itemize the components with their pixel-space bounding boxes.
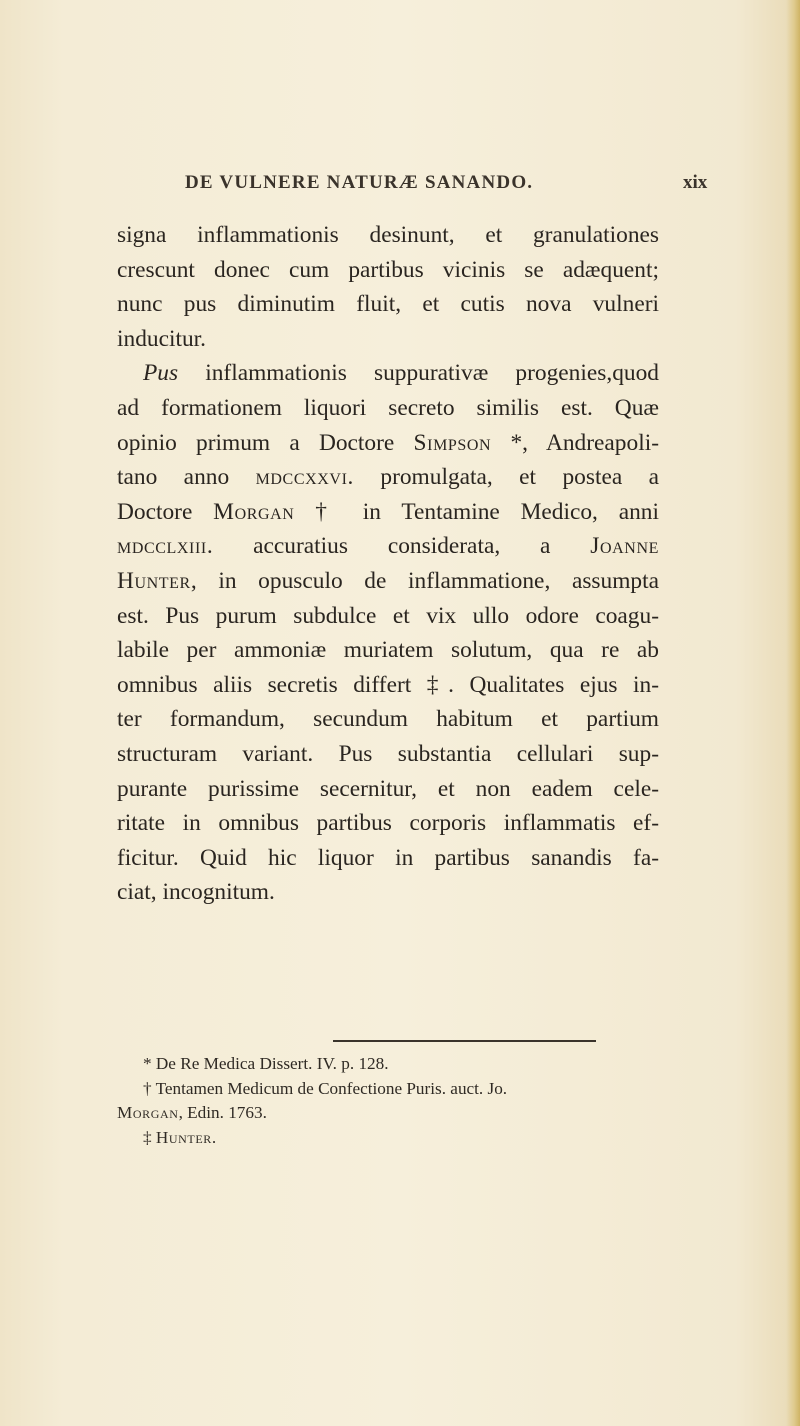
text-run: tano anno [117,464,230,491]
text-line: ter formandum, secundum habitum et partium [117,706,659,733]
paragraph-1 [117,218,659,356]
text-line: ciat, incognitum. [117,879,275,906]
footnote-2: † Tentamen Medicum de Confectione Puris. auct. Jo. [143,1078,508,1098]
text-line: ritate in omnibus partibus corporis inflammatis ef- [117,810,659,837]
text-run: , in opusculo de inflammatione, assumpta [190,567,659,594]
text-line: nunc pus diminutim fluit, et cutis nova vulneri [117,291,659,318]
author-name: Morgan [117,1103,179,1123]
page-number: xix [683,172,708,193]
author-name: Simpson [413,429,492,456]
text-line [117,426,659,461]
text-line: structuram variant. Pus substantia cellulari sup- [117,740,659,767]
author-name: Joanne [590,533,659,560]
text-line: omnibus aliis secretis differt ‡. Qualitates ejus in- [117,671,659,698]
text-line [117,529,659,564]
footnotes [117,1052,662,1150]
year-numeral: mdcclxiii. [117,533,214,560]
text-line: ficitur. Quid hic liquor in partibus sanandis fa- [117,844,659,871]
text-line [117,495,659,530]
author-name: Hunter. [155,1127,217,1147]
text-line: labile per ammoniæ muriatem solutum, qua re ab [117,637,659,664]
text-run: opinio primum a Doctore [117,429,395,456]
text-run: Doctore [117,498,193,525]
footnote-mark: ‡ [143,1127,152,1147]
year-numeral: mdccxxvi. [255,464,354,491]
text-run: *, Andreapoli- [510,429,659,456]
text-run: accuratius considerata, a [253,533,551,560]
text-line: signa inflammationis desinunt, et granulationes [117,222,659,248]
footnote-3 [117,1126,662,1151]
running-head [0,172,800,202]
italic-word: Pus [143,360,179,387]
main-text [117,218,659,910]
text-line: purante purissime secernitur, et non eadem cele- [117,775,659,802]
footnote-1: * De Re Medica Dissert. IV. p. 128. [143,1054,389,1073]
page-edge-shadow [786,0,800,1426]
text-run: † in Tentamine Medico, anni [315,498,659,525]
text-line [117,356,659,391]
text-run: , Edin. 1763. [178,1103,267,1123]
author-name: Hunter [117,567,191,594]
running-head-title: DE VULNERE NATURÆ SANANDO. [185,172,534,193]
paragraph-2 [117,356,659,910]
text-line [117,564,659,599]
text-line: ad formationem liquori secreto similis est. Quæ [117,394,659,421]
footnote-rule [333,1040,596,1042]
text-run: promulgata, et postea a [380,464,659,491]
text-line: inducitur. [117,325,207,352]
text-line [117,460,659,495]
text-line: crescunt donec cum partibus vicinis se adæquent; [117,256,659,283]
text-run: inflammationis suppurativæ progenies,quod [205,360,659,387]
author-name: Morgan [213,498,295,525]
footnote-2-continued [117,1101,662,1126]
text-line: est. Pus purum subdulce et vix ullo odore coagu- [117,602,659,629]
